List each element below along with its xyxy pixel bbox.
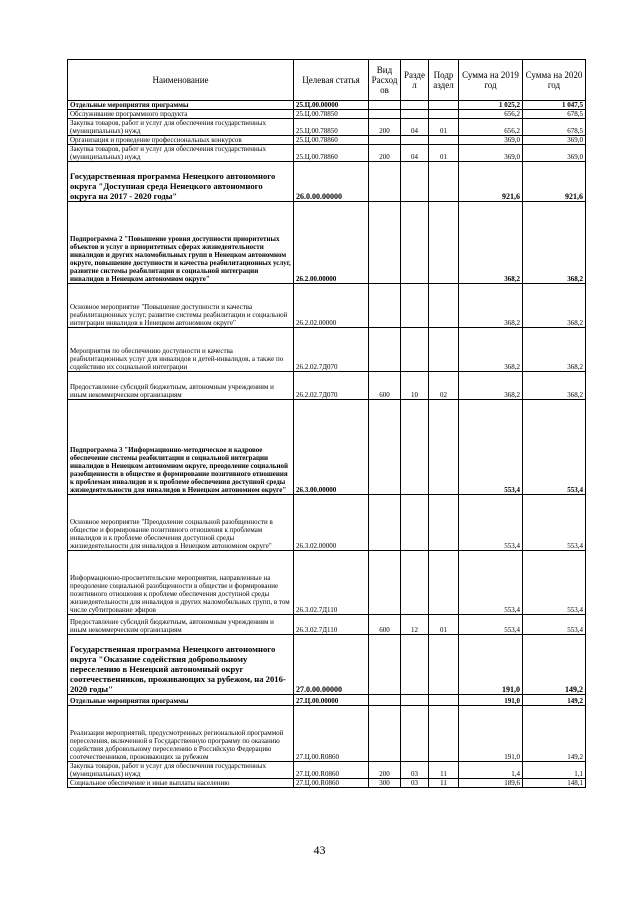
row-sum-2019: 553,4 bbox=[459, 495, 523, 551]
row-name: Отдельные мероприятия программы bbox=[68, 101, 294, 110]
table-row bbox=[68, 162, 586, 202]
row-section: 12 bbox=[401, 615, 429, 635]
row-subsection bbox=[429, 110, 459, 119]
row-expense-type bbox=[369, 328, 401, 372]
header-name: Наименование bbox=[68, 60, 294, 101]
row-expense-type bbox=[369, 202, 401, 284]
row-sum-2019: 368,2 bbox=[459, 372, 523, 400]
row-expense-type bbox=[369, 400, 401, 495]
row-sum-2019: 1,4 bbox=[459, 762, 523, 779]
row-sum-2020: 368,2 bbox=[523, 284, 586, 328]
row-target-article: 25.Ц.00.78850 bbox=[294, 110, 369, 119]
row-target-article: 26.2.02.7Д070 bbox=[294, 328, 369, 372]
row-sum-2020: 369,0 bbox=[523, 136, 586, 145]
row-expense-type: 600 bbox=[369, 615, 401, 635]
table-header-row bbox=[68, 60, 586, 101]
row-subsection: 11 bbox=[429, 779, 459, 788]
row-target-article: 26.2.02.00000 bbox=[294, 284, 369, 328]
row-sum-2020: 1 047,5 bbox=[523, 101, 586, 110]
row-subsection bbox=[429, 284, 459, 328]
row-subsection: 01 bbox=[429, 615, 459, 635]
row-section bbox=[401, 284, 429, 328]
row-sum-2020: 553,4 bbox=[523, 615, 586, 635]
row-sum-2020: 368,2 bbox=[523, 372, 586, 400]
row-section: 04 bbox=[401, 119, 429, 136]
header-subsection: Подр аздел bbox=[429, 60, 459, 101]
row-section bbox=[401, 495, 429, 551]
table-row bbox=[68, 695, 586, 706]
row-sum-2020: 678,5 bbox=[523, 110, 586, 119]
table-row bbox=[68, 145, 586, 162]
row-sum-2020: 368,2 bbox=[523, 328, 586, 372]
row-sum-2019: 191,0 bbox=[459, 706, 523, 762]
row-name: Государственная программа Ненецкого автономного округа "Доступная среда Ненецкого автономного округа на 2017 - 2020 годы" bbox=[68, 162, 294, 202]
row-sum-2019: 553,4 bbox=[459, 551, 523, 615]
row-target-article: 25.Ц.00.78860 bbox=[294, 145, 369, 162]
row-expense-type bbox=[369, 495, 401, 551]
row-section: 04 bbox=[401, 145, 429, 162]
row-subsection: 11 bbox=[429, 762, 459, 779]
row-target-article: 26.0.00.00000 bbox=[294, 162, 369, 202]
row-sum-2019: 369,0 bbox=[459, 145, 523, 162]
row-sum-2020: 553,4 bbox=[523, 400, 586, 495]
page-number: 43 bbox=[313, 843, 326, 857]
row-target-article: 27.Ц.00.R0860 bbox=[294, 779, 369, 788]
row-target-article: 27.Ц.00.R0860 bbox=[294, 762, 369, 779]
row-subsection bbox=[429, 162, 459, 202]
row-subsection bbox=[429, 328, 459, 372]
table-row bbox=[68, 136, 586, 145]
row-sum-2019: 368,2 bbox=[459, 202, 523, 284]
row-expense-type: 200 bbox=[369, 762, 401, 779]
budget-table bbox=[67, 59, 586, 788]
table-row bbox=[68, 328, 586, 372]
row-subsection: 02 bbox=[429, 372, 459, 400]
row-sum-2019: 656,2 bbox=[459, 119, 523, 136]
row-name: Основное мероприятие "Преодоление социальной разобщенности в обществе и формирование позитивного отношения к проблемам инвалидов и к проблеме обеспечения доступной среды жизнедеятельности для инвалидов в Ненецком автономном округе" bbox=[68, 495, 294, 551]
row-expense-type bbox=[369, 706, 401, 762]
row-sum-2019: 189,6 bbox=[459, 779, 523, 788]
row-expense-type bbox=[369, 136, 401, 145]
row-section bbox=[401, 110, 429, 119]
row-name: Предоставление субсидий бюджетным, автономным учреждениям и иным некоммерческим организациям bbox=[68, 372, 294, 400]
row-sum-2019: 191,0 bbox=[459, 635, 523, 695]
row-expense-type: 300 bbox=[369, 779, 401, 788]
row-target-article: 26.2.02.7Д070 bbox=[294, 372, 369, 400]
row-sum-2020: 553,4 bbox=[523, 495, 586, 551]
row-section bbox=[401, 162, 429, 202]
row-target-article: 26.3.02.00000 bbox=[294, 495, 369, 551]
table-row bbox=[68, 635, 586, 695]
row-name: Закупка товаров, работ и услуг для обеспечения государственных (муниципальных) нужд bbox=[68, 119, 294, 136]
table-row bbox=[68, 400, 586, 495]
row-target-article: 27.0.00.00000 bbox=[294, 635, 369, 695]
row-subsection bbox=[429, 551, 459, 615]
row-expense-type: 200 bbox=[369, 145, 401, 162]
table-row bbox=[68, 779, 586, 788]
row-section bbox=[401, 101, 429, 110]
row-sum-2020: 148,1 bbox=[523, 779, 586, 788]
row-section bbox=[401, 706, 429, 762]
row-sum-2019: 553,4 bbox=[459, 615, 523, 635]
table-row bbox=[68, 101, 586, 110]
header-sum-2020: Сумма на 2020 год bbox=[523, 60, 586, 101]
row-name: Отдельные мероприятия программы bbox=[68, 695, 294, 706]
row-subsection bbox=[429, 495, 459, 551]
row-subsection bbox=[429, 136, 459, 145]
row-sum-2020: 369,0 bbox=[523, 145, 586, 162]
table-row bbox=[68, 762, 586, 779]
row-expense-type bbox=[369, 162, 401, 202]
row-expense-type bbox=[369, 695, 401, 706]
row-expense-type: 600 bbox=[369, 372, 401, 400]
row-name: Социальное обеспечение и иные выплаты населению bbox=[68, 779, 294, 788]
row-name: Организация и проведение профессиональных конкурсов bbox=[68, 136, 294, 145]
row-target-article: 25.Ц.00.00000 bbox=[294, 101, 369, 110]
row-name: Мероприятия по обеспечению доступности и качества реабилитационных услуг для инвалидов и детей-инвалидов, а также по содействию их социальной интеграции bbox=[68, 328, 294, 372]
row-target-article: 26.2.00.00000 bbox=[294, 202, 369, 284]
row-section bbox=[401, 400, 429, 495]
row-sum-2019: 368,2 bbox=[459, 284, 523, 328]
table-row bbox=[68, 119, 586, 136]
row-section bbox=[401, 136, 429, 145]
row-target-article: 26.3.02.7Д110 bbox=[294, 551, 369, 615]
row-sum-2019: 553,4 bbox=[459, 400, 523, 495]
row-subsection: 01 bbox=[429, 145, 459, 162]
row-name: Закупка товаров, работ и услуг для обеспечения государственных (муниципальных) нужд bbox=[68, 145, 294, 162]
row-section: 03 bbox=[401, 779, 429, 788]
row-sum-2019: 368,2 bbox=[459, 328, 523, 372]
row-sum-2020: 1,1 bbox=[523, 762, 586, 779]
row-target-article: 27.Ц.00.R0860 bbox=[294, 706, 369, 762]
row-target-article: 26.3.00.00000 bbox=[294, 400, 369, 495]
row-name: Государственная программа Ненецкого автономного округа "Оказание содействия добровольному переселению в Ненецкий автономный округ соотечественников, проживающих за рубежом, на 2016-2020 годы" bbox=[68, 635, 294, 695]
row-sum-2020: 921,6 bbox=[523, 162, 586, 202]
row-name: Подпрограмма 2 "Повышение уровня доступности приоритетных объектов и услуг в приоритетных сферах жизнедеятельности инвалидов и других маломобильных групп в Ненецком автономном округе, повышение доступности и качества реабилитационных услуг, развитие системы реабилитации и социальной интеграции инвалидов в Ненецком автономном округе" bbox=[68, 202, 294, 284]
row-section bbox=[401, 202, 429, 284]
row-sum-2019: 921,6 bbox=[459, 162, 523, 202]
header-section: Разде л bbox=[401, 60, 429, 101]
table-row bbox=[68, 284, 586, 328]
row-expense-type bbox=[369, 284, 401, 328]
row-sum-2020: 149,2 bbox=[523, 635, 586, 695]
row-subsection: 01 bbox=[429, 119, 459, 136]
table-row bbox=[68, 615, 586, 635]
row-subsection bbox=[429, 101, 459, 110]
row-sum-2019: 369,0 bbox=[459, 136, 523, 145]
row-subsection bbox=[429, 695, 459, 706]
row-section bbox=[401, 328, 429, 372]
row-subsection bbox=[429, 635, 459, 695]
row-name: Информационно-просветительские мероприятия, направленные на преодоление социальной разобщенности в обществе и формирование позитивного отношения к проблеме обеспечения доступной среды жизнедеятельности для инвалидов и других маломобильных групп, в том числе субтитрование эфиров bbox=[68, 551, 294, 615]
row-target-article: 25.Ц.00.78850 bbox=[294, 119, 369, 136]
row-name: Реализация мероприятий, предусмотренных региональной программой переселения, включенной в Государственную программу по оказанию содействия добровольному переселению в Российскую Федерацию соотечественников, проживающих за рубежом bbox=[68, 706, 294, 762]
row-sum-2019: 656,2 bbox=[459, 110, 523, 119]
row-sum-2020: 368,2 bbox=[523, 202, 586, 284]
row-name: Основное мероприятие "Повышение доступности и качества реабилитационных услуг, развитие системы реабилитации и социальной интеграции инвалидов в Ненецком автономном округе" bbox=[68, 284, 294, 328]
row-sum-2020: 678,5 bbox=[523, 119, 586, 136]
row-expense-type: 200 bbox=[369, 119, 401, 136]
row-subsection bbox=[429, 400, 459, 495]
row-sum-2020: 149,2 bbox=[523, 706, 586, 762]
row-subsection bbox=[429, 202, 459, 284]
row-sum-2020: 553,4 bbox=[523, 551, 586, 615]
header-target-article: Целевая статья bbox=[294, 60, 369, 101]
table-row bbox=[68, 551, 586, 615]
row-section bbox=[401, 635, 429, 695]
row-expense-type bbox=[369, 551, 401, 615]
row-section bbox=[401, 695, 429, 706]
row-sum-2019: 191,0 bbox=[459, 695, 523, 706]
row-target-article: 27.Ц.00.00000 bbox=[294, 695, 369, 706]
row-sum-2019: 1 025,2 bbox=[459, 101, 523, 110]
row-name: Обслуживание программного продукта bbox=[68, 110, 294, 119]
table-row bbox=[68, 372, 586, 400]
row-target-article: 26.3.02.7Д110 bbox=[294, 615, 369, 635]
table-row bbox=[68, 706, 586, 762]
table-row bbox=[68, 202, 586, 284]
row-section: 10 bbox=[401, 372, 429, 400]
header-expense-type: Вид Расход ов bbox=[369, 60, 401, 101]
row-expense-type bbox=[369, 110, 401, 119]
row-section bbox=[401, 551, 429, 615]
row-section: 03 bbox=[401, 762, 429, 779]
header-sum-2019: Сумма на 2019 год bbox=[459, 60, 523, 101]
row-target-article: 25.Ц.00.78860 bbox=[294, 136, 369, 145]
row-sum-2020: 149,2 bbox=[523, 695, 586, 706]
row-expense-type bbox=[369, 635, 401, 695]
row-name: Закупка товаров, работ и услуг для обеспечения государственных (муниципальных) нужд bbox=[68, 762, 294, 779]
table-row bbox=[68, 110, 586, 119]
row-expense-type bbox=[369, 101, 401, 110]
table-row bbox=[68, 495, 586, 551]
row-name: Подпрограмма 3 "Информационно-методическое и кадровое обеспечение системы реабилитации и социальной интеграции инвалидов в Ненецком автономном округе, преодоление социальной разобщенности в обществе и формирование позитивного отношения к проблемам инвалидов и к проблеме обеспечения доступной среды жизнедеятельности для инвалидов в Ненецком автономном округе" bbox=[68, 400, 294, 495]
row-subsection bbox=[429, 706, 459, 762]
row-name: Предоставление субсидий бюджетным, автономным учреждениям и иным некоммерческим организациям bbox=[68, 615, 294, 635]
